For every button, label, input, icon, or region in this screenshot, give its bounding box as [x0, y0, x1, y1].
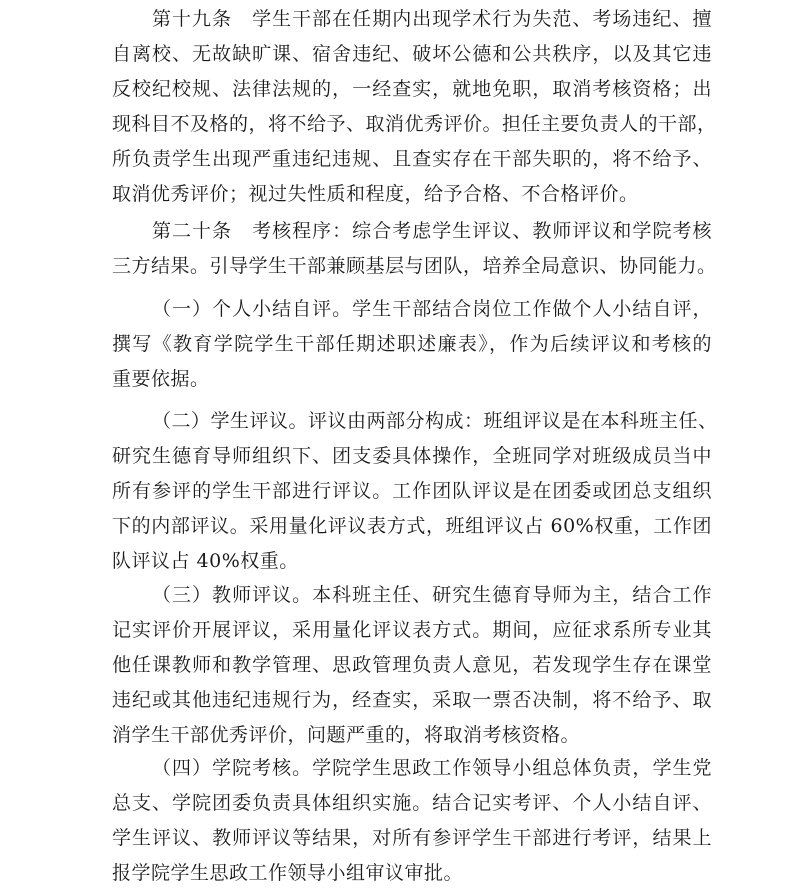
text-line: 撰写《教育学院学生干部任期述职述廉表》，作为后续评议和考核的 — [112, 333, 712, 355]
text-line: 所负责学生出现严重违纪违规、且查实存在干部失职的，将不给予、 — [112, 148, 712, 170]
text-line: 自离校、无故缺旷课、宿舍违纪、破坏公德和公共秩序，以及其它违 — [112, 43, 712, 65]
text-line: 记实评价开展评议，采用量化评议表方式。期间，应征求系所专业其 — [112, 619, 712, 641]
text-line: 重要依据。 — [112, 368, 210, 390]
text-line: 反校纪校规、法律法规的，一经查实，就地免职，取消考核资格；出 — [112, 78, 712, 100]
text-line: 违纪或其他违纪违规行为，经查实，采取一票否决制，将不给予、取 — [112, 689, 712, 711]
text-line: （二）学生评议。评议由两部分构成：班组评议是在本科班主任、 — [152, 410, 718, 432]
text-line: （四）学院考核。学院学生思政工作领导小组总体负责，学生党 — [152, 757, 712, 779]
college-assessment-paragraph — [112, 751, 712, 891]
article-20-paragraph — [112, 214, 717, 284]
student-evaluation-paragraph — [112, 404, 718, 579]
text-line: 第十九条 学生干部在任期内出现学术行为失范、考场违纪、擅 — [152, 8, 712, 30]
self-evaluation-paragraph — [112, 292, 712, 397]
text-line: 研究生德育导师组织下、团支委具体操作，全班同学对班级成员当中 — [112, 445, 712, 467]
text-line: 报学院学生思政工作领导小组审议审批。 — [112, 862, 464, 884]
text-line: 总支、学院团委负责具体组织实施。结合记实考评、个人小结自评、 — [112, 792, 712, 814]
text-line: 现科目不及格的，将不给予、取消优秀评价。担任主要负责人的干部， — [112, 113, 717, 135]
text-line: 取消优秀评价；视过失性质和程度，给予合格、不合格评价。 — [112, 183, 639, 205]
text-line: 所有参评的学生干部进行评议。工作团队评议是在团委或团总支组织 — [112, 480, 712, 502]
article-19-paragraph — [112, 2, 717, 212]
teacher-evaluation-paragraph — [112, 578, 712, 753]
text-line: （一）个人小结自评。学生干部结合岗位工作做个人小结自评， — [152, 298, 712, 320]
text-line: 消学生干部优秀评价，问题严重的，将取消考核资格。 — [112, 724, 581, 746]
text-line: 他任课教师和教学管理、思政管理负责人意见，若发现学生存在课堂 — [112, 654, 712, 676]
text-line: 下的内部评议。采用量化评议表方式，班组评议占 60%权重，工作团 — [112, 515, 712, 537]
text-line: （三）教师评议。本科班主任、研究生德育导师为主，结合工作 — [152, 584, 712, 606]
text-line: 学生评议、教师评议等结果，对所有参评学生干部进行考评，结果上 — [112, 827, 712, 849]
text-line: 队评议占 40%权重。 — [112, 550, 299, 572]
text-line: 三方结果。引导学生干部兼顾基层与团队，培养全局意识、协同能力。 — [112, 255, 717, 277]
text-line: 第二十条 考核程序：综合考虑学生评议、教师评议和学院考核 — [152, 220, 712, 242]
